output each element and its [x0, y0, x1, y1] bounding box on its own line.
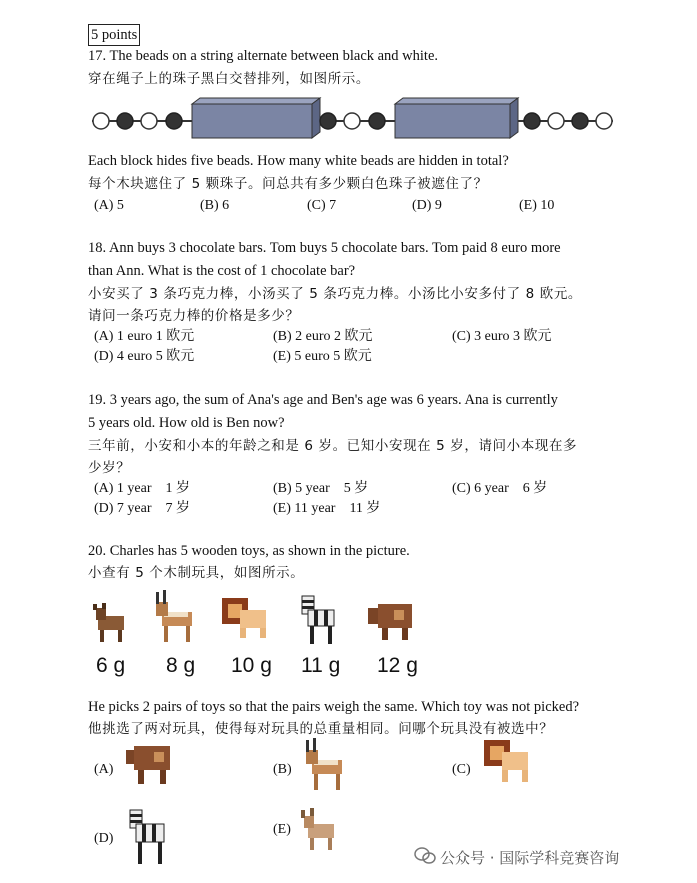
antelope-toy-icon: [156, 590, 192, 642]
white-bead: [344, 113, 360, 129]
weight-label-antelope: 8 g: [166, 654, 196, 677]
q18-text-cn-2: 请问一条巧克力棒的价格是多少？: [88, 308, 300, 324]
black-bead: [117, 113, 133, 129]
q20-text-en: 20. Charles has 5 wooden toys, as shown in the picture.: [88, 543, 410, 559]
q20-question-cn: 他挑选了两对玩具，使得每对玩具的总重量相同。问哪个玩具没有被选中？: [88, 721, 554, 737]
q20-option-a-label: (A): [94, 762, 114, 777]
lion-toy-icon: [222, 598, 266, 638]
lion-option-icon: [482, 738, 536, 792]
rhino-toy-icon: [368, 604, 412, 640]
rhino-option-icon: [124, 740, 180, 790]
white-bead: [93, 113, 109, 129]
q19-option-a: (A) 1 year 1 岁: [94, 481, 191, 496]
q20-option-b-label: (B): [273, 762, 292, 777]
q18-option-a: (A) 1 euro 1 欧元: [94, 329, 195, 344]
q17-text-cn: 穿在绳子上的珠子黑白交替排列，如图所示。: [88, 71, 370, 87]
weight-label-deer: 6 g: [96, 654, 126, 677]
q19-option-e: (E) 11 year 11 岁: [273, 501, 381, 516]
q17-text-en: 17. The beads on a string alternate between black and white.: [88, 48, 439, 64]
q18-option-b: (B) 2 euro 2 欧元: [273, 329, 373, 344]
q17-option-b: (B) 6: [200, 198, 230, 213]
q19-option-d: (D) 7 year 7 岁: [94, 501, 191, 516]
q17-question-cn: 每个木块遮住了 5 颗珠子。问总共有多少颗白色珠子被遮住了？: [88, 176, 488, 192]
q18-option-d: (D) 4 euro 5 欧元: [94, 349, 195, 364]
black-bead: [369, 113, 385, 129]
zebra-option-icon: [124, 806, 176, 868]
black-bead: [572, 113, 588, 129]
q20-question-en: He picks 2 pairs of toys so that the pairs weigh the same. Which toy was not picked?: [88, 699, 580, 715]
antelope-option-icon: [302, 738, 354, 792]
deer-toy-icon: [93, 603, 124, 642]
q19-option-c: (C) 6 year 6 岁: [452, 481, 548, 496]
q20-option-e-label: (E): [273, 822, 291, 837]
weight-label-zebra: 11 g: [301, 654, 341, 677]
bead-string-figure: [88, 94, 618, 140]
q19-option-b: (B) 5 year 5 岁: [273, 481, 369, 496]
q19-text-en-1: 19. 3 years ago, the sum of Ana's age and Ben's age was 6 years. Ana is currently: [88, 392, 558, 408]
white-bead: [141, 113, 157, 129]
white-bead: [596, 113, 612, 129]
q17-option-a: (A) 5: [94, 198, 124, 213]
deer-option-icon: [300, 808, 340, 854]
watermark-text: 公众号 · 国际学科竞赛咨询: [440, 849, 620, 867]
q20-text-cn: 小查有 5 个木制玩具，如图所示。: [88, 565, 305, 581]
weight-label-rhino: 12 g: [377, 654, 418, 677]
weight-label-lion: 10 g: [231, 654, 272, 677]
q20-option-c-label: (C): [452, 762, 471, 777]
q18-text-cn-1: 小安买了 3 条巧克力棒，小汤买了 5 条巧克力棒。小汤比小安多付了 8 欧元。: [88, 286, 583, 302]
black-bead: [320, 113, 336, 129]
q19-text-en-2: 5 years old. How old is Ben now?: [88, 415, 285, 431]
q19-text-cn-2: 少岁？: [88, 460, 131, 476]
q17-option-e: (E) 10: [519, 198, 555, 213]
wooden-block: [395, 98, 518, 138]
wechat-icon: [414, 846, 436, 868]
wooden-block: [192, 98, 320, 138]
q18-text-en-1: 18. Ann buys 3 chocolate bars. Tom buys 5 chocolate bars. Tom paid 8 euro more: [88, 240, 561, 256]
q18-option-c: (C) 3 euro 3 欧元: [452, 329, 552, 344]
white-bead: [548, 113, 564, 129]
q18-option-e: (E) 5 euro 5 欧元: [273, 349, 372, 364]
points-label: 5 points: [88, 24, 140, 46]
black-bead: [524, 113, 540, 129]
toy-row-figure: [86, 590, 436, 650]
q19-text-cn-1: 三年前，小安和小本的年龄之和是 6 岁。已知小安现在 5 岁，请问小本现在多: [88, 438, 578, 454]
q17-option-c: (C) 7: [307, 198, 337, 213]
q17-option-d: (D) 9: [412, 198, 442, 213]
q18-text-en-2: than Ann. What is the cost of 1 chocolate bar?: [88, 263, 356, 279]
black-bead: [166, 113, 182, 129]
q20-option-d-label: (D): [94, 831, 114, 846]
q17-question-en: Each block hides five beads. How many white beads are hidden in total?: [88, 153, 509, 169]
zebra-toy-icon: [302, 596, 334, 644]
